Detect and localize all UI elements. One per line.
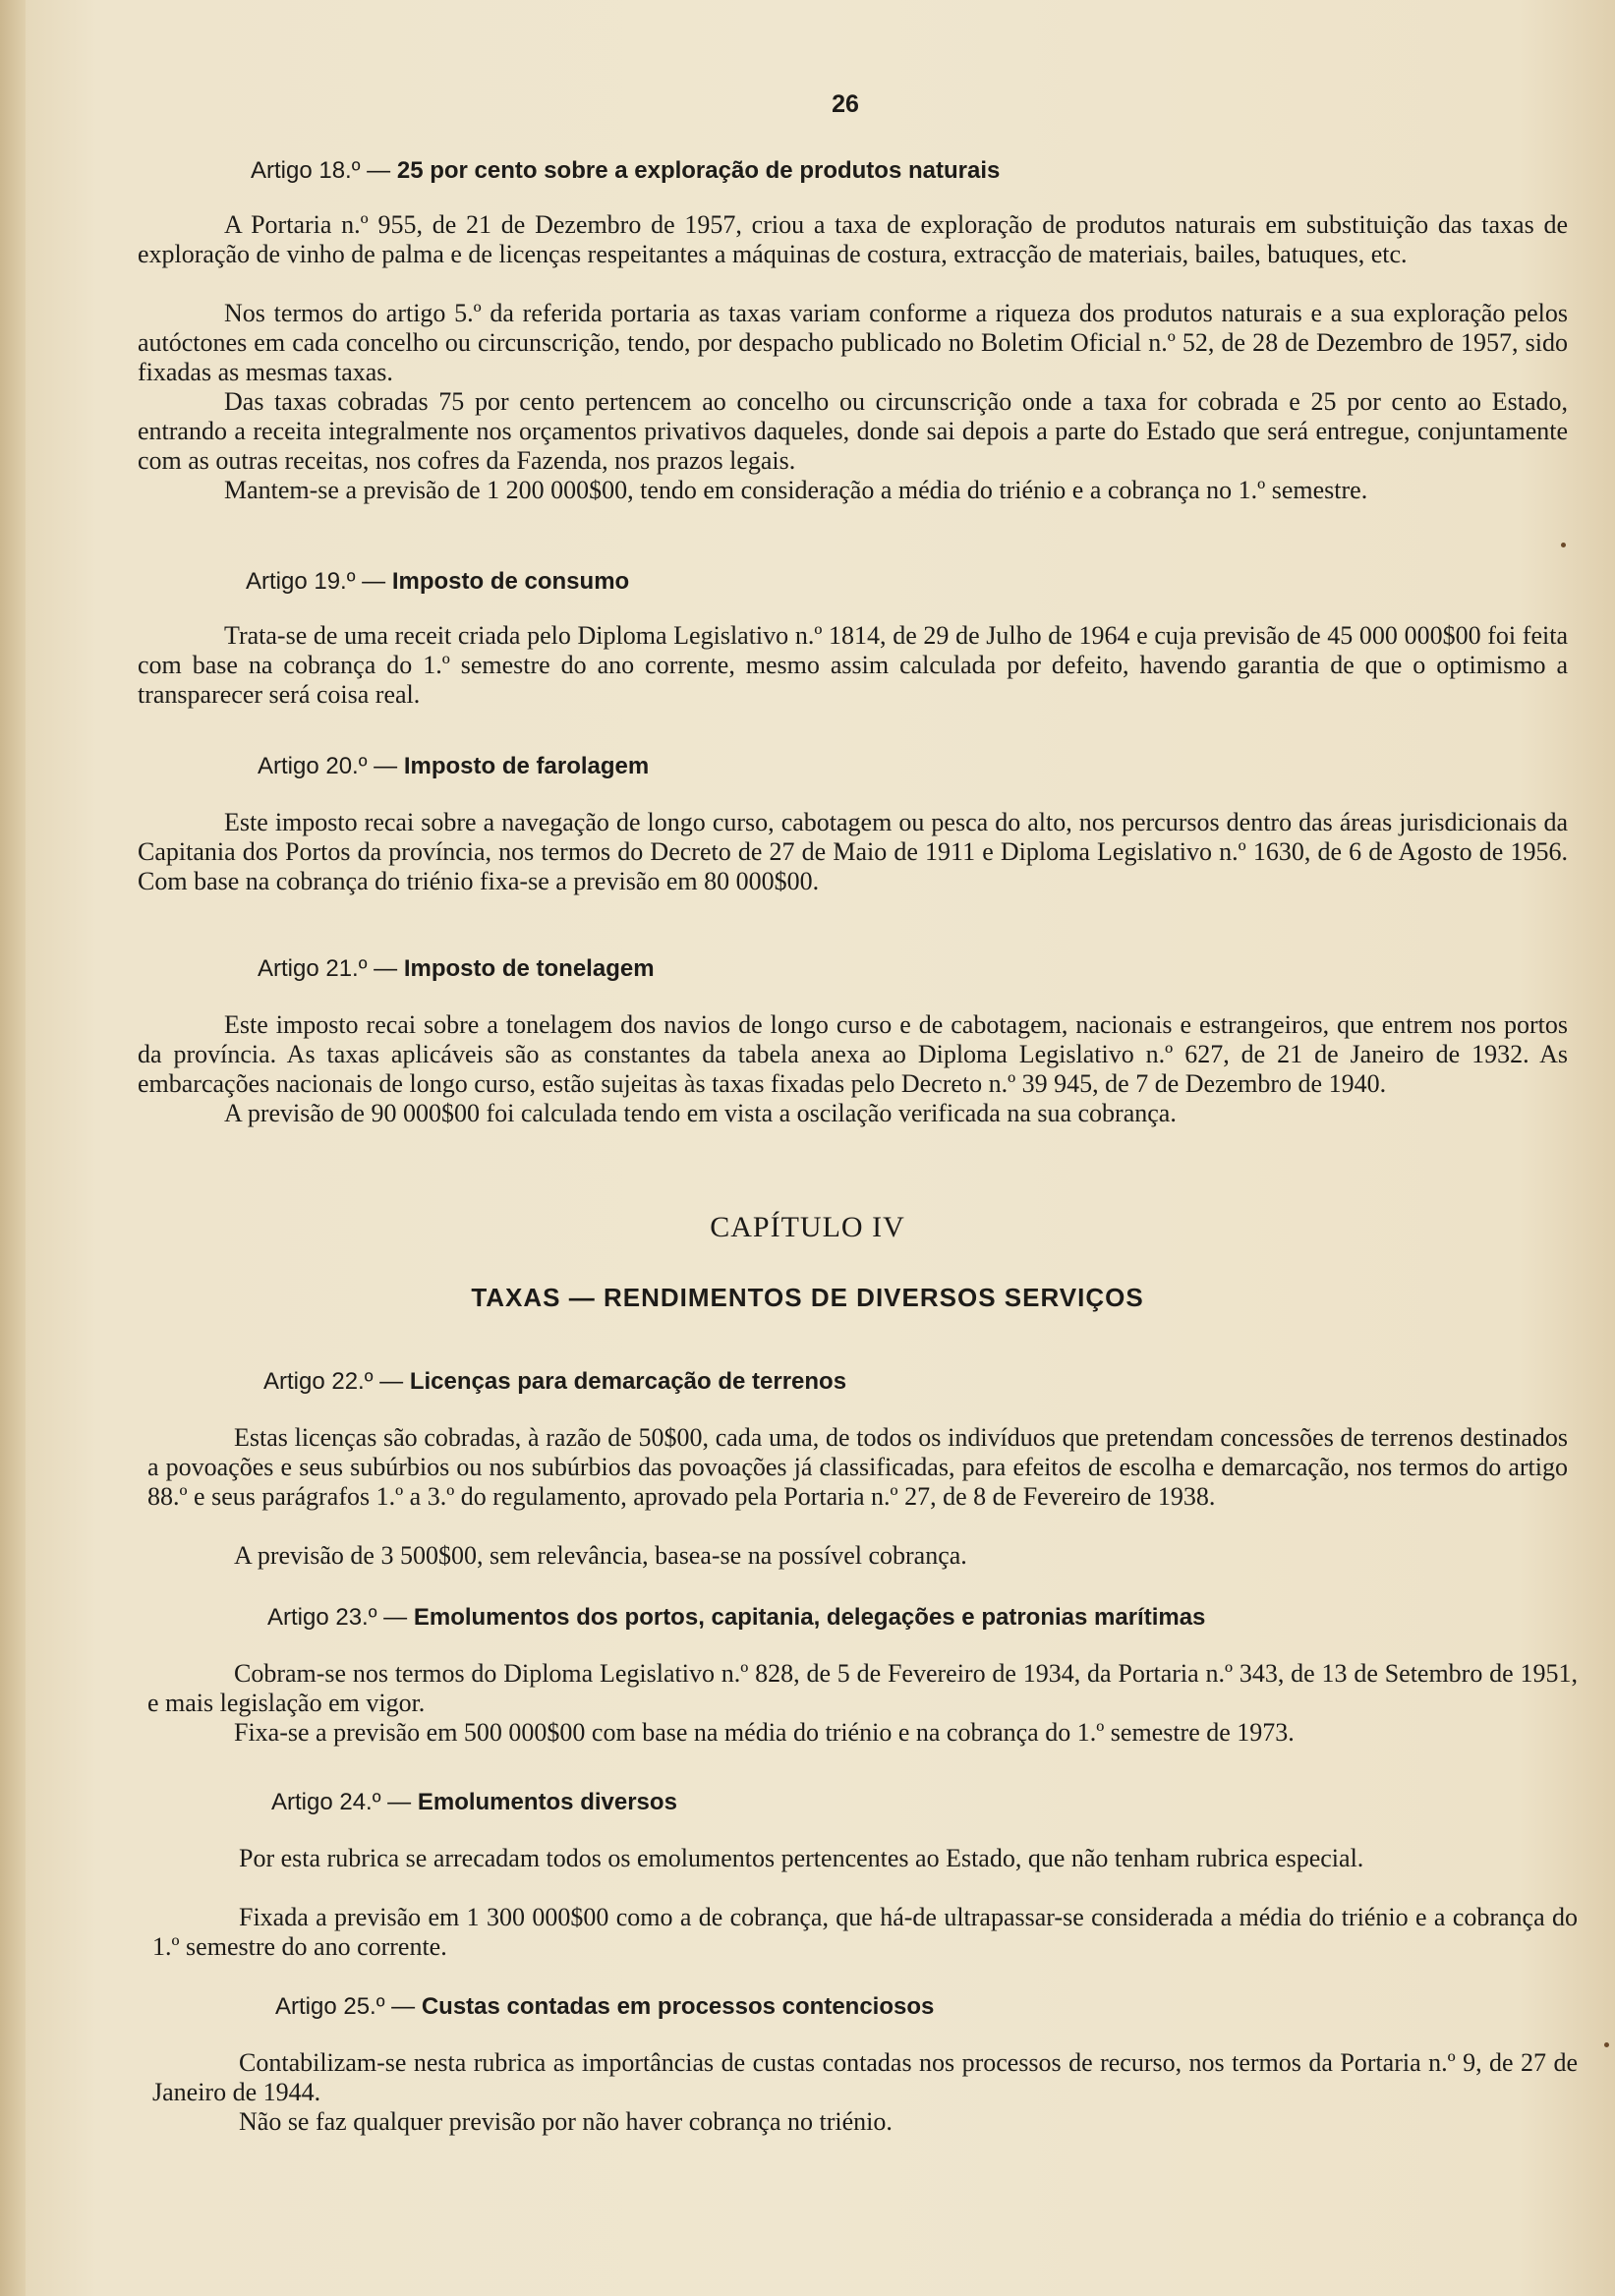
heading-dash: — [355, 568, 392, 595]
paragraph-text: Este imposto recai sobre a tonelagem dos navios de longo curso e de cabotagem, nacionais e estrangeiros, que entrem nos portos da província. As taxas aplicáveis são as constantes da tabela anexa ao Diploma Legislativo n.º 627, de 21 de Janeiro de 1932. As embarcações nacionais de longo curso, estão sujeitas às taxas fixadas pelo Decreto n.º 39 945, de 7 de Dezembro de 1940. [138, 1010, 1568, 1098]
article-number: Artigo 18.º [251, 157, 361, 184]
heading-artigo-24 [271, 1789, 677, 1816]
paragraph [152, 1903, 1578, 1962]
article-title: 25 por cento sobre a exploração de produtos naturais [396, 157, 1001, 184]
heading-artigo-23 [267, 1604, 1205, 1632]
article-title: Custas contadas em processos contenciosos [421, 1993, 935, 2020]
paragraph [147, 1659, 1578, 1718]
paragraph [138, 476, 1568, 505]
paragraph-text: Trata-se de uma receit criada pelo Diploma Legislativo n.º 1814, de 29 de Julho de 1964 e cuja previsão de 45 000 000$00 foi feita com base na cobrança do 1.º semestre do ano corrente, mesmo assim calculada por defeito, havendo garantia de que o optimismo a transparecer será coisa real. [138, 621, 1568, 709]
paragraph [138, 1099, 1568, 1128]
paragraph-text: Das taxas cobradas 75 por cento pertencem ao concelho ou circunscrição onde a taxa for cobrada e 25 por cento ao Estado, entrando a receita integralmente nos orçamentos privativos daqueles, donde sai depois a parte do Estado que será entregue, conjuntamente com as outras receitas, nos cofres da Fazenda, nos prazos legais. [138, 387, 1568, 475]
paragraph-text: Fixa-se a previsão em 500 000$00 com base na média do triénio e na cobrança do 1.º semestre de 1973. [234, 1718, 1295, 1747]
paragraph [152, 1844, 1578, 1873]
heading-dash: — [373, 1368, 410, 1395]
heading-artigo-18 [251, 157, 1000, 185]
heading-dash: — [376, 1604, 414, 1631]
article-number: Artigo 25.º [275, 1993, 385, 2020]
article-title: Imposto de consumo [391, 568, 630, 595]
paragraph-text: Mantem-se a previsão de 1 200 000$00, tendo em consideração a média do triénio e a cobrança no 1.º semestre. [224, 476, 1368, 504]
paragraph-text: Fixada a previsão em 1 300 000$00 como a de cobrança, que há-de ultrapassar-se considerada a média do triénio e a cobrança do 1.º semestre do ano corrente. [152, 1903, 1578, 1961]
article-title: Imposto de farolagem [403, 753, 650, 779]
article-number: Artigo 20.º [258, 753, 368, 779]
paragraph-text: A Portaria n.º 955, de 21 de Dezembro de 1957, criou a taxa de exploração de produtos naturais em substituição das taxas de exploração de vinho de palma e de licenças respeitantes a máquinas de costura, extracção de materiais, bailes, batuques, etc. [138, 210, 1568, 268]
section-title: TAXAS — RENDIMENTOS DE DIVERSOS SERVIÇOS [471, 1283, 1144, 1312]
heading-artigo-19 [246, 568, 629, 596]
ink-speck [1561, 543, 1566, 547]
article-number: Artigo 22.º [263, 1368, 374, 1395]
paragraph-text: Este imposto recai sobre a navegação de longo curso, cabotagem ou pesca do alto, nos percursos dentro das áreas jurisdicionais da Capitania dos Portos da província, nos termos do Decreto de 27 de Maio de 1911 e Diploma Legislativo n.º 1630, de 6 de Agosto de 1956. Com base na cobrança do triénio fixa-se a previsão em 80 000$00. [138, 808, 1568, 895]
paragraph-text: Nos termos do artigo 5.º da referida portaria as taxas variam conforme a riqueza dos produtos naturais e a sua exploração pelos autóctones em cada concelho ou circunscrição, tendo, por despacho publicado no Boletim Oficial n.º 52, de 28 de Dezembro de 1957, sido fixadas as mesmas taxas. [138, 299, 1568, 386]
paragraph [147, 1718, 1578, 1748]
heading-artigo-21 [258, 955, 655, 983]
paragraph-text: A previsão de 90 000$00 foi calculada tendo em vista a oscilação verificada na sua cobrança. [224, 1099, 1177, 1127]
paragraph [138, 621, 1568, 710]
paragraph [138, 1010, 1568, 1099]
paragraph [138, 299, 1568, 387]
heading-artigo-20 [258, 753, 649, 780]
article-number: Artigo 23.º [267, 1604, 377, 1631]
paragraph [138, 210, 1568, 269]
paragraph [147, 1423, 1568, 1512]
article-number: Artigo 19.º [246, 568, 356, 595]
paragraph-text: Estas licenças são cobradas, à razão de 50$00, cada uma, de todos os indivíduos que pretendam concessões de terrenos destinados a povoações e seus subúrbios ou nos subúrbios das povoações já classificadas, para efeitos de escolha e demarcação, nos termos do artigo 88.º e seus parágrafos 1.º a 3.º do regulamento, aprovado pela Portaria n.º 27, de 8 de Fevereiro de 1938. [147, 1423, 1568, 1511]
paragraph-text: Não se faz qualquer previsão por não haver cobrança no triénio. [239, 2107, 893, 2136]
heading-dash: — [360, 157, 397, 184]
page-number: 26 [832, 90, 859, 118]
article-number: Artigo 21.º [258, 955, 368, 982]
paragraph [147, 1541, 1568, 1571]
heading-dash: — [367, 955, 404, 982]
heading-dash: — [380, 1789, 418, 1815]
article-title: Imposto de tonelagem [403, 955, 655, 982]
paragraph [152, 2048, 1578, 2107]
ink-speck [1604, 2042, 1609, 2047]
heading-artigo-25 [275, 1993, 934, 2021]
article-title: Emolumentos dos portos, capitania, delegações e patronias marítimas [413, 1604, 1206, 1631]
article-title: Licenças para demarcação de terrenos [409, 1368, 847, 1395]
page-edge [0, 0, 26, 2296]
paragraph [152, 2107, 1578, 2137]
article-title: Emolumentos diversos [417, 1789, 677, 1815]
paragraph [138, 808, 1568, 896]
paragraph-text: Por esta rubrica se arrecadam todos os emolumentos pertencentes ao Estado, que não tenham rubrica especial. [239, 1844, 1364, 1872]
paragraph [138, 387, 1568, 476]
paragraph-text: Cobram-se nos termos do Diploma Legislativo n.º 828, de 5 de Fevereiro de 1934, da Portaria n.º 343, de 13 de Setembro de 1951, e mais legislação em vigor. [147, 1659, 1578, 1717]
heading-artigo-22 [263, 1368, 846, 1396]
chapter-title: CAPÍTULO IV [710, 1211, 905, 1243]
paragraph-text: Contabilizam-se nesta rubrica as importâncias de custas contadas nos processos de recurso, nos termos da Portaria n.º 9, de 27 de Janeiro de 1944. [152, 2048, 1578, 2106]
heading-dash: — [367, 753, 404, 779]
article-number: Artigo 24.º [271, 1789, 381, 1815]
heading-dash: — [384, 1993, 422, 2020]
paragraph-text: A previsão de 3 500$00, sem relevância, basea-se na possível cobrança. [234, 1541, 967, 1570]
